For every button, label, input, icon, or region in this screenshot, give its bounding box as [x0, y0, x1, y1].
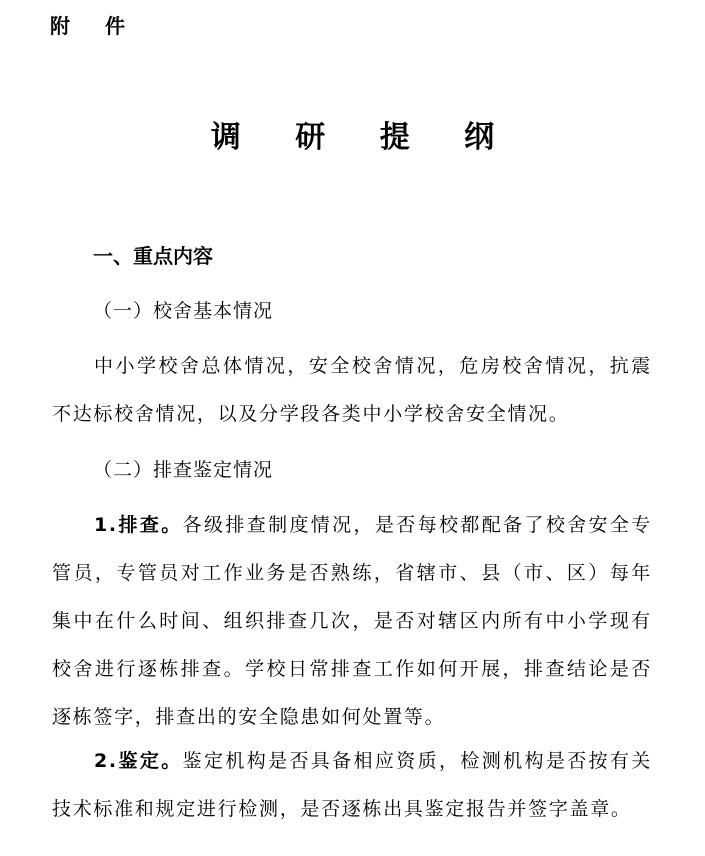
inspection-text: 各级排查制度情况，是否每校都配备了校舍安全专管员，专管员对工作业务是否熟练，省辖市、县（市、区）每年集中在什么时间、组织排查几次，是否对辖区内所有中小学现有校舍进行逐栋排查。学校日常排查工作如何开展，排查结论是否逐栋签字，排查出的安全隐患如何处置等。: [52, 514, 652, 728]
paragraph-basic-situation: 中小学校舍总体情况，安全校舍情况，危房校舍情况，抗震不达标校舍情况，以及分学段各类中小学校舍安全情况。: [52, 355, 652, 425]
section-heading: 一、重点内容: [93, 244, 213, 268]
document-title: 调 研 提 纲: [210, 120, 517, 155]
attachment-label: 附 件: [50, 14, 139, 38]
paragraph-inspection: [52, 501, 652, 741]
inspection-lead: 1.排查。: [94, 514, 183, 536]
subsection-heading-basic: （一）校舍基本情况: [93, 300, 274, 322]
subsection-heading-inspection: （二）排查鉴定情况: [93, 459, 274, 481]
paragraph-appraisal: [52, 737, 652, 833]
appraisal-lead: 2.鉴定。: [94, 750, 183, 772]
appraisal-text: 鉴定机构是否具备相应资质，检测机构是否按有关技术标准和规定进行检测，是否逐栋出具鉴定报告并签字盖章。: [52, 750, 652, 820]
